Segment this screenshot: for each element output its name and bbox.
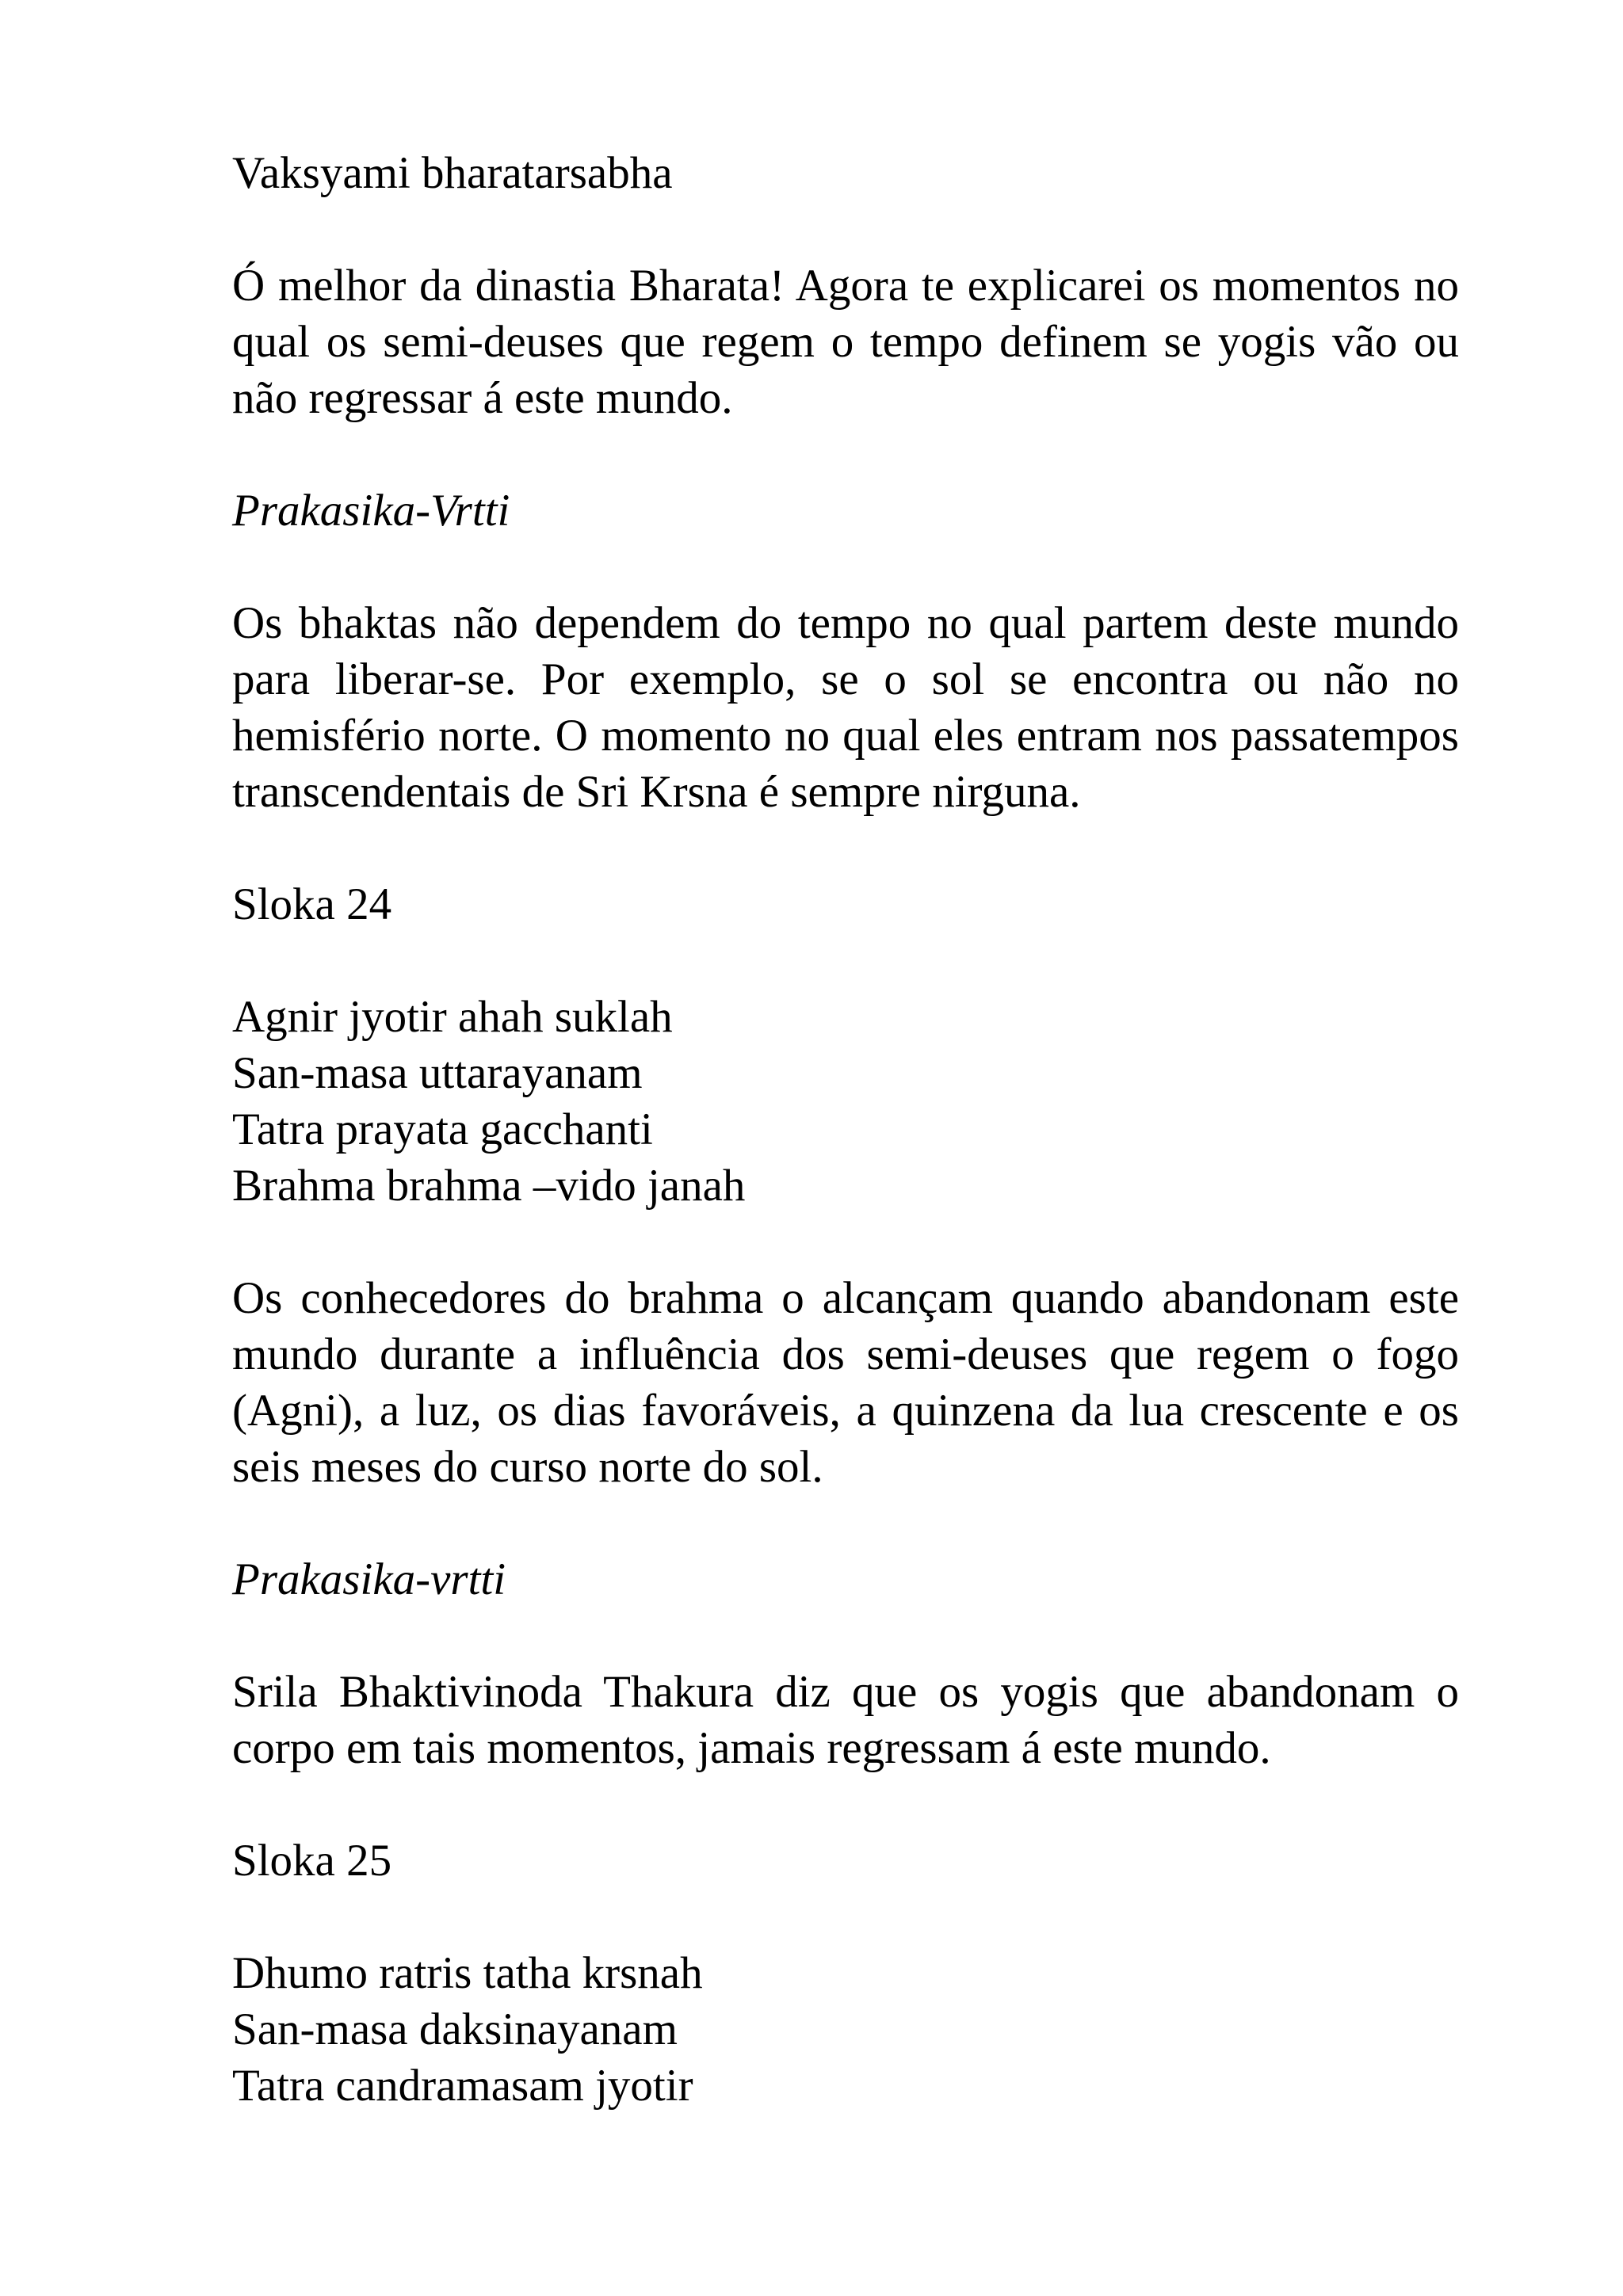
verse-line: San-masa uttarayanam: [232, 1048, 643, 1098]
sloka-verse-25: [232, 1945, 1459, 2114]
commentary-heading: Prakasika-vrtti: [232, 1554, 506, 1604]
verse-line: San-masa daksinayanam: [232, 2004, 678, 2054]
verse-line: Dhumo ratris tatha krsnah: [232, 1948, 703, 1998]
sloka-verse-24: [232, 989, 1459, 1214]
verse-fragment: Vaksyami bharatarsabha: [232, 148, 673, 198]
sloka-heading-24: Sloka 24: [232, 879, 392, 929]
translation-paragraph: Ó melhor da dinastia Bharata! Agora te explicarei os momentos no qual os semi-deuses que regem o tempo definem se yogis vão ou não regressar á este mundo.: [232, 261, 1459, 423]
verse-line: Tatra prayata gacchanti: [232, 1104, 653, 1154]
verse-line: Tatra candramasam jyotir: [232, 2061, 693, 2111]
sloka-heading-25: Sloka 25: [232, 1836, 392, 1886]
commentary-paragraph: Srila Bhaktivinoda Thakura diz que os yogis que abandonam o corpo em tais momentos, jamais regressam á este mundo.: [232, 1667, 1459, 1773]
document-page: [232, 145, 1459, 2170]
translation-paragraph: Os conhecedores do brahma o alcançam quando abandonam este mundo durante a influência dos semi-deuses que regem o fogo (Agni), a luz, os dias favoráveis, a quinzena da lua crescente e os seis meses do curso norte do sol.: [232, 1273, 1459, 1492]
verse-line: Brahma brahma –vido janah: [232, 1161, 746, 1211]
commentary-heading: Prakasika-Vrtti: [232, 486, 510, 536]
verse-line: Agnir jyotir ahah suklah: [232, 992, 673, 1042]
commentary-paragraph: Os bhaktas não dependem do tempo no qual partem deste mundo para liberar-se. Por exemplo, se o sol se encontra ou não no hemisfério norte. O momento no qual eles entram nos passatempos transcendentais de Sri Krsna é sempre nirguna.: [232, 598, 1459, 817]
